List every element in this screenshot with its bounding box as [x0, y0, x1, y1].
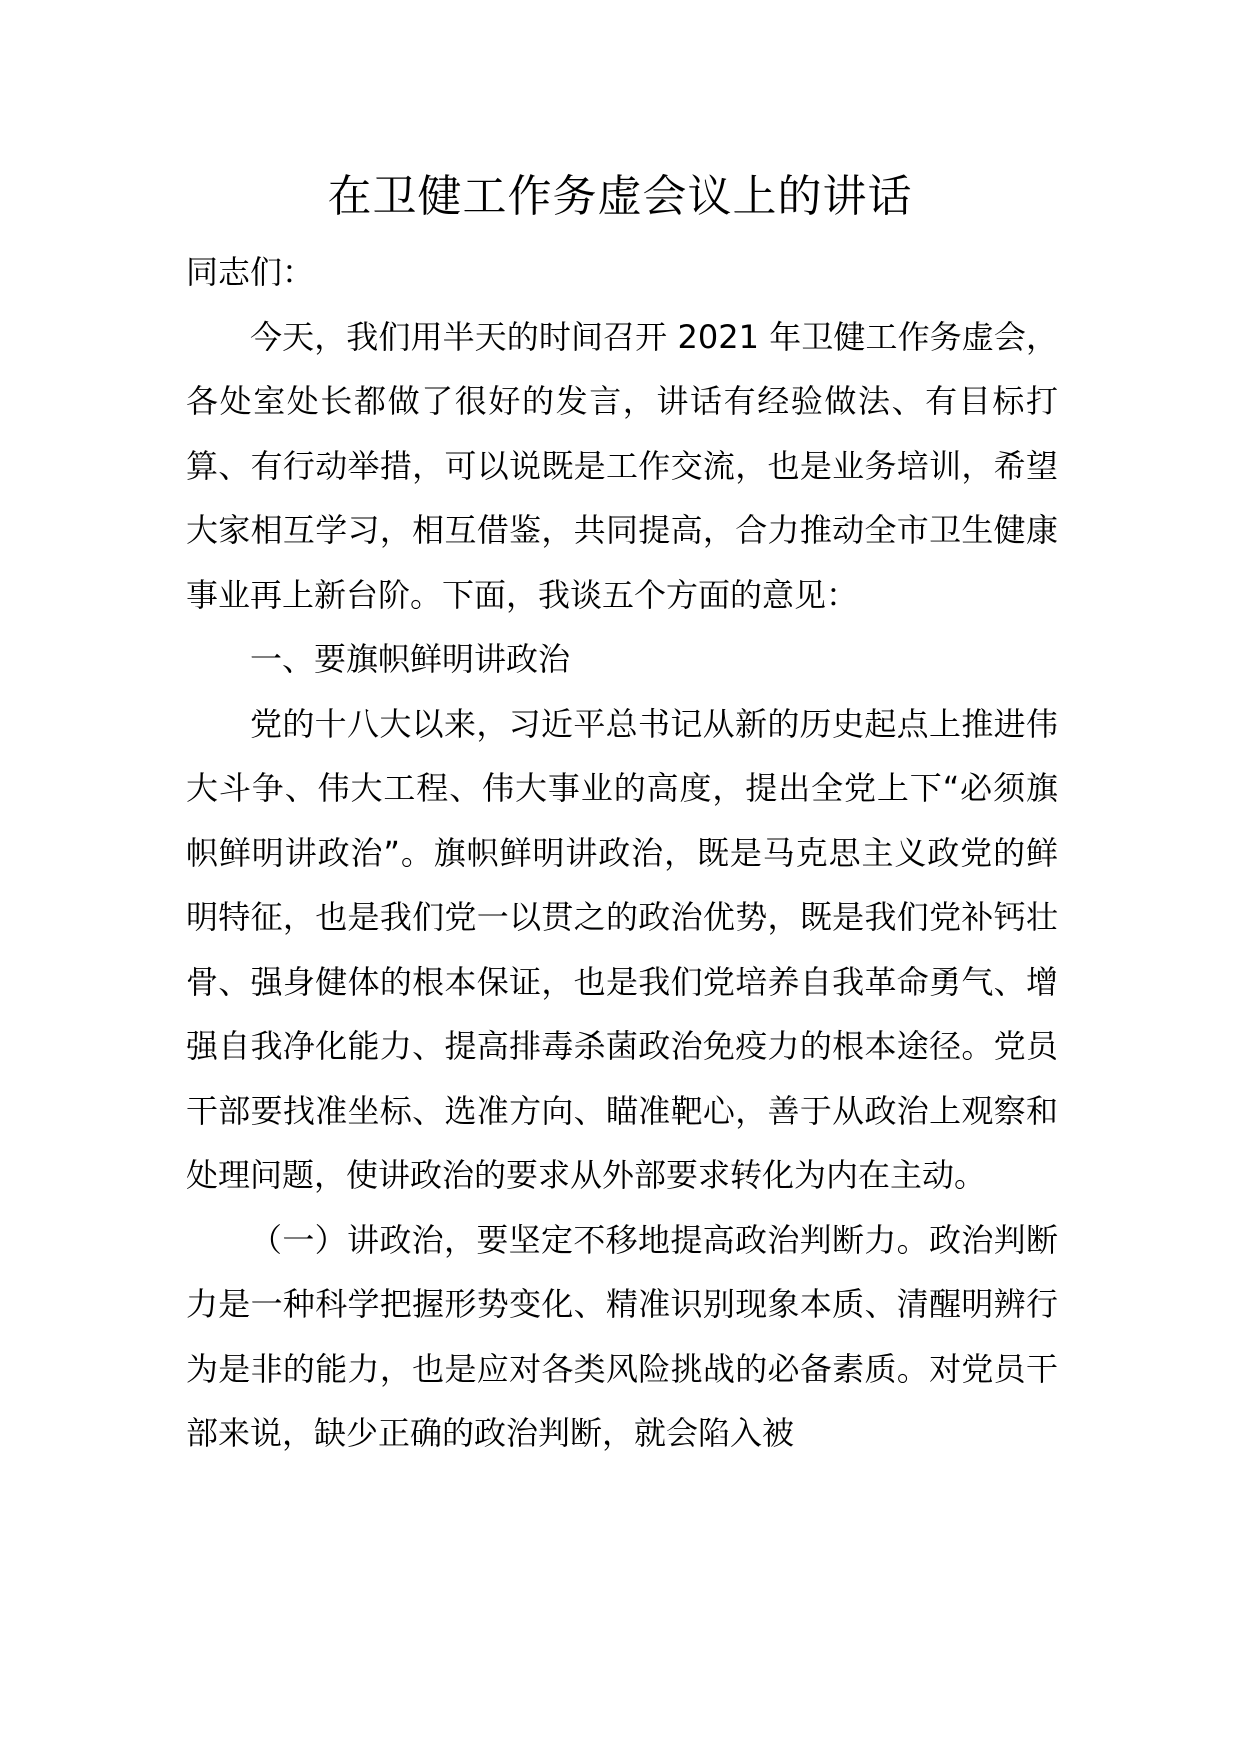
salutation: 同志们：	[186, 253, 315, 291]
document-body	[186, 240, 1058, 1466]
document-title: 在卫健工作务虚会议上的讲话	[327, 171, 913, 222]
paragraph-section-1: 党的十八大以来，习近平总书记从新的历史起点上推进伟大斗争、伟大工程、伟大事业的高度，提出全党上下“必须旗帜鲜明讲政治”。旗帜鲜明讲政治，既是马克思主义政党的鲜明特征，也是我们党一以贯之的政治优势，既是我们党补钙壮骨、强身健体的根本保证，也是我们党培养自我革命勇气、增强自我净化能力、提高排毒杀菌政治免疫力的根本途径。党员干部要找准坐标、选准方向、瞄准靶心，善于从政治上观察和处理问题，使讲政治的要求从外部要求转化为内在主动。	[186, 704, 1058, 1194]
paragraph-subsection-1: （一）讲政治，要坚定不移地提高政治判断力。政治判断力是一种科学把握形势变化、精准识别现象本质、清醒明辨行为是非的能力，也是应对各类风险挑战的必备素质。对党员干部来说，缺少正确的政治判断，就会陷入被	[186, 1220, 1058, 1452]
paragraph-opening: 今天，我们用半天的时间召开 2021 年卫健工作务虚会，各处室处长都做了很好的发言，讲话有经验做法、有目标打算、有行动举措，可以说既是工作交流，也是业务培训，希望大家相互学习，相互借鉴，共同提高，合力推动全市卫生健康事业再上新台阶。下面，我谈五个方面的意见：	[186, 317, 1058, 614]
section-heading-1: 一、要旗帜鲜明讲政治	[250, 640, 571, 678]
